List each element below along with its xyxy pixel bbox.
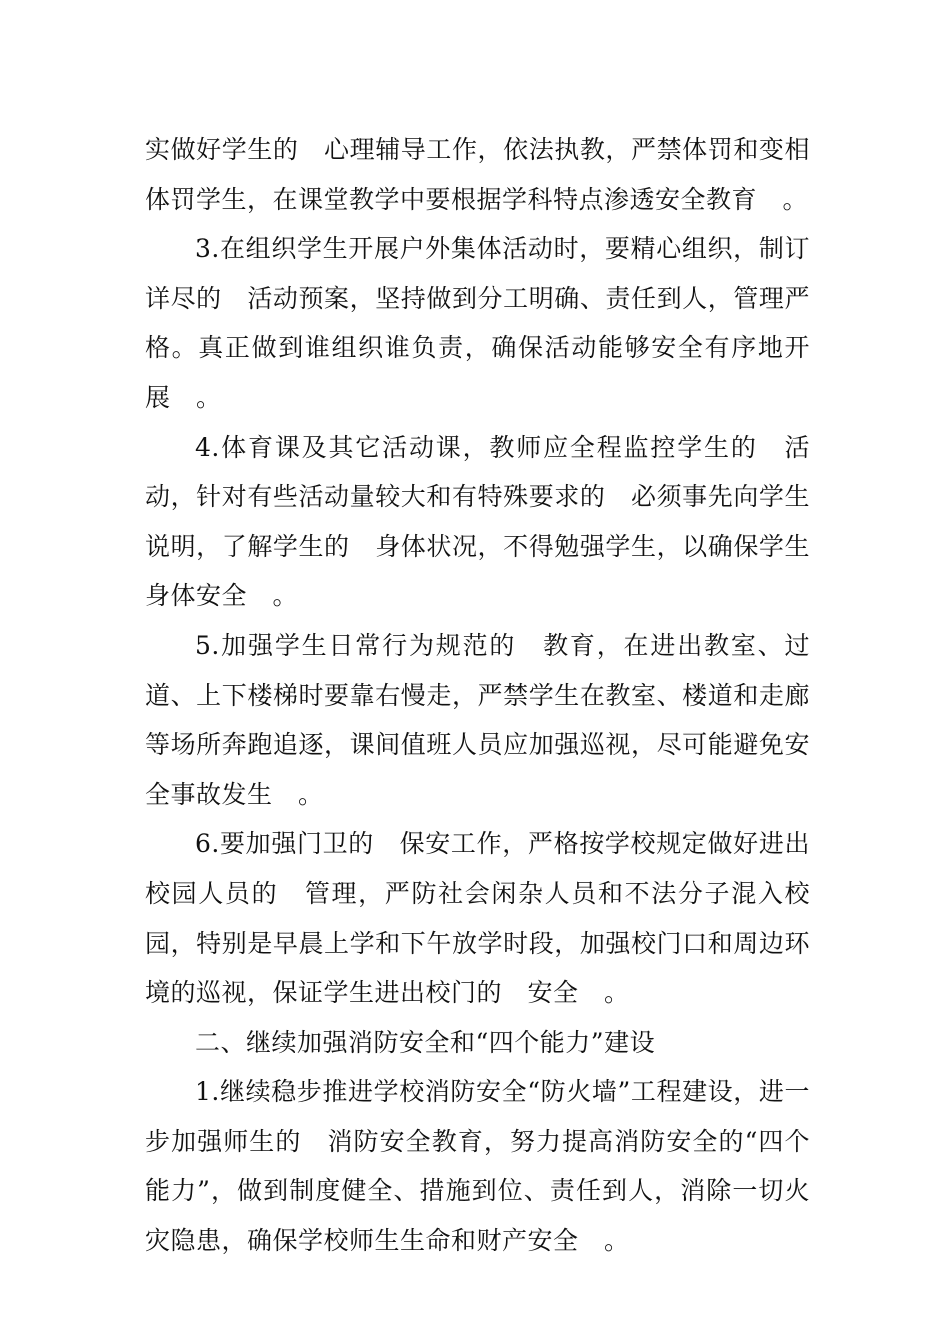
- paragraph-item-3: 3.在组织学生开展户外集体活动时，要精心组织，制订详尽的 活动预案，坚持做到分工明确、责任到人，管理严格。真正做到谁组织谁负责，确保活动能够安全有序地开展 。: [145, 234, 810, 412]
- paragraph-continuation: 实做好学生的 心理辅导工作，依法执教，严禁体罚和变相体罚学生，在课堂教学中要根据学科特点渗透安全教育 。: [145, 135, 810, 214]
- paragraph-section-2-item-1: 1.继续稳步推进学校消防安全“防火墙”工程建设，进一步加强师生的 消防安全教育，努力提高消防安全的“四个能力”，做到制度健全、措施到位、责任到人，消除一切火灾隐患，确保学校师生生命和财产安全 。: [145, 1077, 810, 1256]
- document-body: [145, 125, 810, 1266]
- paragraph-item-4: 4.体育课及其它活动课，教师应全程监控学生的 活动，针对有些活动量较大和有特殊要求的 必须事先向学生说明，了解学生的 身体状况，不得勉强学生，以确保学生身体安全 。: [145, 432, 810, 611]
- paragraph-item-6: 6.要加强门卫的 保安工作，严格按学校规定做好进出校园人员的 管理，严防社会闲杂人员和不法分子混入校园，特别是早晨上学和下午放学时段，加强校门口和周边环境的巡视，保证学生进出校门的 安全 。: [145, 829, 810, 1008]
- section-heading-2: 二、继续加强消防安全和“四个能力”建设: [195, 1027, 656, 1057]
- paragraph-item-5: 5.加强学生日常行为规范的 教育，在进出教室、过道、上下楼梯时要靠右慢走，严禁学生在教室、楼道和走廊等场所奔跑追逐，课间值班人员应加强巡视，尽可能避免安全事故发生 。: [145, 630, 810, 809]
